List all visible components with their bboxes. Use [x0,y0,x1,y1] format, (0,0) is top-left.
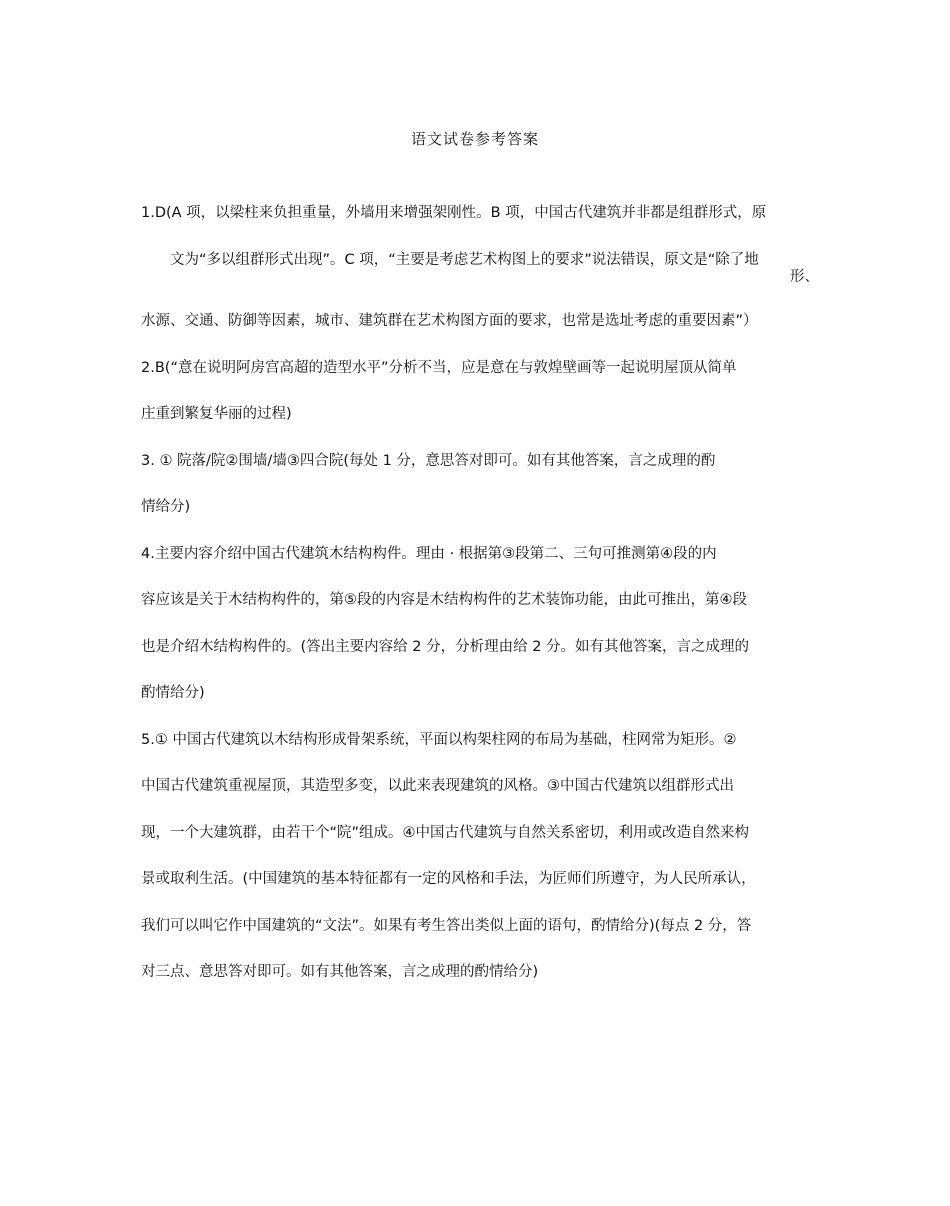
answer-5-line-3: 现，一个大建筑群，由若干个“院”组成。④中国古代建筑与自然关系密切，利用或改造自然来构 [141,825,750,841]
answer-3-line-2: 情给分) [141,499,191,515]
answer-4-line-3: 也是介绍木结构构件的。(答出主要内容给 2 分，分析理由给 2 分。如有其他答案，言之成理的 [141,639,750,655]
answer-1-line-2: 文为“多以组群形式出现”。C 项，“主要是考虑艺术构图上的要求”说法错误，原文是“除了地 [170,252,759,268]
answer-4-line-2: 容应该是关于木结构构件的，第⑤段的内容是木结构构件的艺术装饰功能，由此可推出，第④段 [141,592,747,608]
page-title: 语文试卷参考答案 [410,130,539,148]
answer-1-line-1: 1.D(A 项，以梁柱来负担重量，外墙用来增强架刚性。B 项，中国古代建筑并非都是组群形式，原 [141,205,767,221]
answer-5-line-5: 我们可以叫它作中国建筑的“文法”。如果有考生答出类似上面的语句，酌情给分)(每点 2 分，答 [141,918,752,934]
answer-4-line-4: 酌情给分) [141,685,205,701]
answer-2-line-1: 2.B(“意在说明阿房宫高超的造型水平”分析不当，应是意在与敦煌壁画等一起说明屋顶从简单 [141,360,737,376]
answer-4-line-1: 4.主要内容介绍中国古代建筑木结构构件。理由 · 根据第③段第二、三句可推测第④段的内 [141,546,717,562]
answer-5-line-4: 景或取利生活。(中国建筑的基本特征都有一定的风格和手法，为匠师们所遵守，为人民所承认， [141,871,756,887]
answer-5-line-2: 中国古代建筑重视屋顶，其造型多变，以此来表现建筑的风格。③中国古代建筑以组群形式出 [141,778,734,794]
answer-1-line-3: 水源、交通、防御等因素，城市、建筑群在艺术构图方面的要求，也常是选址考虑的重要因素”） [141,313,758,329]
answer-2-line-2: 庄重到繁复华丽的过程) [141,406,292,422]
answer-3-line-1: 3. ① 院落/院②围墙/墙③四合院(每处 1 分，意思答对即可。如有其他答案，言之成理的酌 [141,453,716,469]
answer-5-line-1: 5.① 中国古代建筑以木结构形成骨架系统，平面以构架柱网的布局为基础，柱网常为矩形。② [141,732,737,748]
answer-5-line-6: 对三点、意思答对即可。如有其他答案，言之成理的酌情给分) [141,964,539,980]
answer-1-line-2-overflow: 形、 [790,269,819,285]
